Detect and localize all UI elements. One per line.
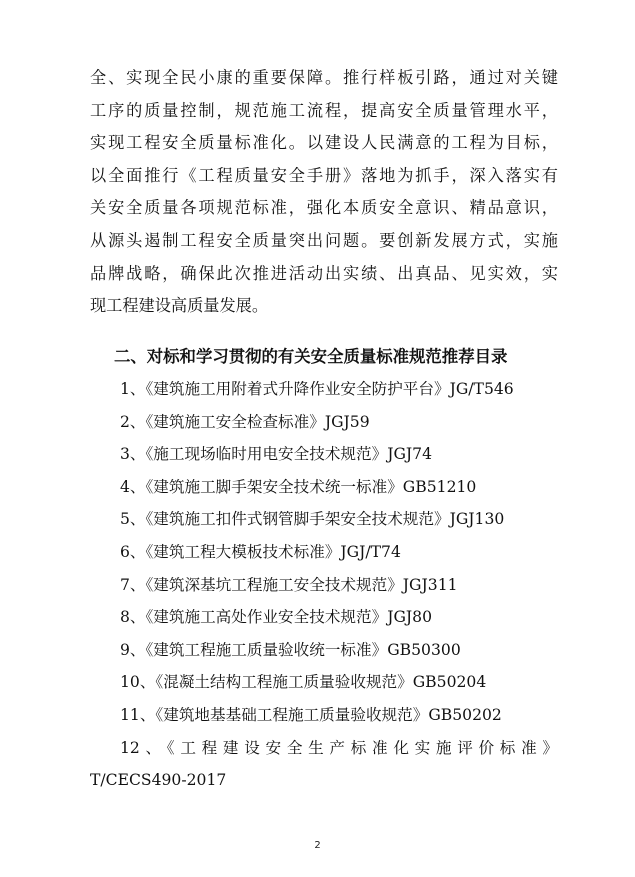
list-item: 2、《建筑施工安全检查标准》JGJ59: [120, 412, 370, 431]
list-item: 12、《工程建设安全生产标准化实施评价标准》: [120, 738, 558, 757]
list-item: 3、《施工现场临时用电安全技术规范》JGJ74: [120, 445, 433, 464]
body-paragraph: [90, 62, 558, 323]
list-item: 9、《建筑工程施工质量验收统一标准》GB50300: [120, 640, 461, 659]
list-item: 4、《建筑施工脚手架安全技术统一标准》GB51210: [120, 477, 477, 496]
paragraph-line: 以全面推行《工程质量安全手册》落地为抓手，深入落实有: [90, 165, 558, 185]
paragraph-line: 关安全质量各项规范标准，强化本质安全意识、精品意识，: [90, 198, 558, 218]
paragraph-line: 实现工程安全质量标准化。以建设人民满意的工程为目标，: [90, 133, 558, 153]
list-item-continuation: T/CECS490-2017: [90, 771, 227, 790]
list-item: 5、《建筑施工扣件式钢管脚手架安全技术规范》JGJ130: [120, 510, 505, 529]
page-number: 2: [314, 840, 321, 851]
paragraph-line: 全、实现全民小康的重要保障。推行样板引路，通过对关键: [90, 68, 558, 87]
section-heading: 二、对标和学习贯彻的有关安全质量标准规范推荐目录: [114, 347, 508, 366]
list-item: 6、《建筑工程大模板技术标准》JGJ/T74: [120, 542, 401, 561]
paragraph-line: 工序的质量控制，规范施工流程，提高安全质量管理水平，: [90, 100, 558, 120]
list-item: 1、《建筑施工用附着式升降作业安全防护平台》JG/T546: [120, 380, 514, 398]
list-item: 10、《混凝土结构工程施工质量验收规范》GB50204: [120, 673, 487, 692]
paragraph-line: 品牌战略，确保此次推进活动出实绩、出真品、见实效，实: [90, 263, 558, 283]
list-item: 7、《建筑深基坑工程施工安全技术规范》JGJ311: [120, 575, 458, 594]
standards-list: [90, 373, 558, 797]
paragraph-line: 现工程建设高质量发展。: [90, 296, 269, 316]
list-item: 8、《建筑施工高处作业安全技术规范》JGJ80: [120, 608, 433, 627]
paragraph-line: 从源头遏制工程安全质量突出问题。要创新发展方式，实施: [90, 230, 558, 250]
list-item: 11、《建筑地基基础工程施工质量验收规范》GB50202: [120, 705, 502, 724]
